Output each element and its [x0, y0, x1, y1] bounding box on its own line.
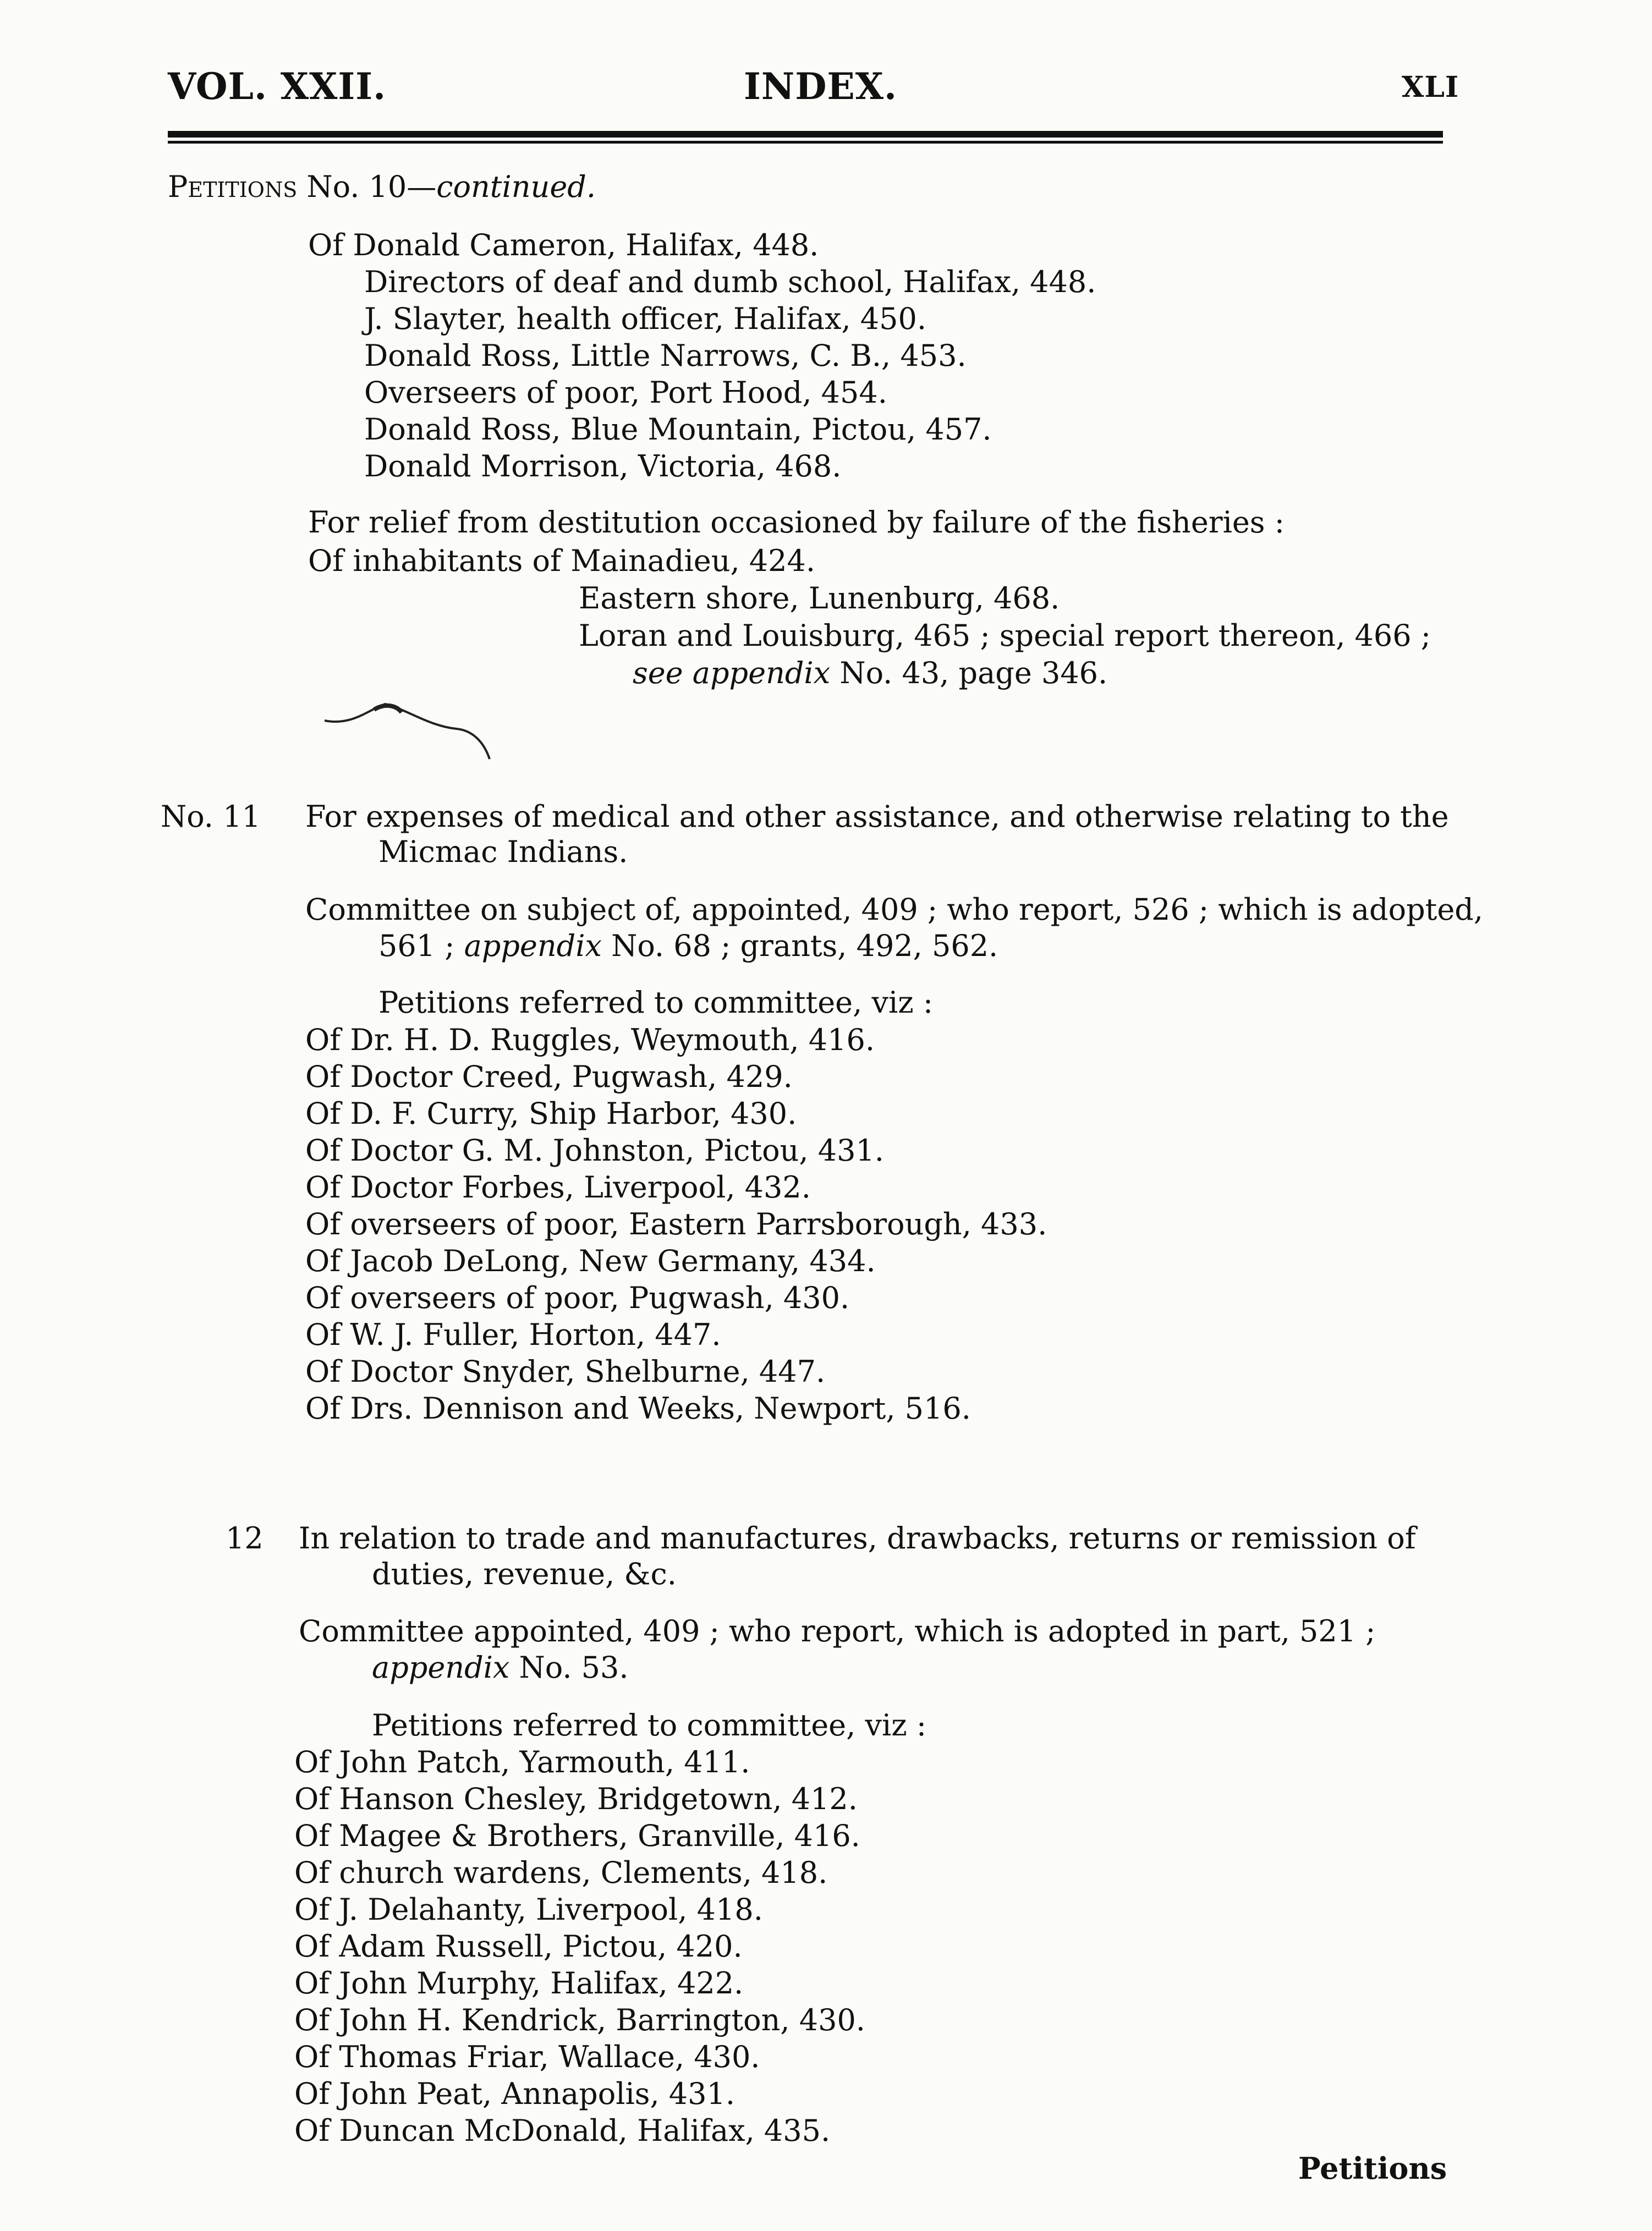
list-item: Of Donald Cameron, Halifax, 448.	[308, 228, 819, 262]
list-item: Of Adam Russell, Pictou, 420.	[294, 1929, 743, 1964]
list-item: J. Slayter, health officer, Halifax, 450.	[364, 301, 927, 336]
appendix-italic: appendix	[464, 928, 602, 963]
appendix-italic: appendix	[372, 1650, 510, 1685]
list-item: Of John Peat, Annapolis, 431.	[294, 2076, 736, 2111]
list-item: Of Drs. Dennison and Weeks, Newport, 516.	[305, 1391, 971, 1426]
section-heading	[168, 169, 596, 205]
committee-text: Committee appointed, 409 ; who report, which is adopted in part, 521 ;	[299, 1614, 1376, 1648]
list-item: Of Doctor Forbes, Liverpool, 432.	[305, 1170, 811, 1205]
list-item: Directors of deaf and dumb school, Halifax, 448.	[364, 265, 1096, 299]
list-item: Of W. J. Fuller, Horton, 447.	[305, 1317, 721, 1352]
list-item: Of Magee & Brothers, Granville, 416.	[294, 1818, 860, 1853]
list-item	[633, 656, 1107, 691]
referred-heading: Petitions referred to committee, viz :	[378, 985, 934, 1020]
list-item: Of Hanson Chesley, Bridgetown, 412.	[294, 1782, 858, 1816]
list-item: Of Jacob DeLong, New Germany, 434.	[305, 1244, 876, 1278]
list-item: Donald Ross, Little Narrows, C. B., 453.	[364, 338, 967, 373]
volume-label: VOL. XXII.	[168, 65, 387, 108]
header-rule-thick	[168, 131, 1443, 138]
committee-text-continued	[378, 928, 998, 964]
list-item: Of J. Delahanty, Liverpool, 418.	[294, 1892, 763, 1927]
committee-ref-start: 561 ;	[378, 928, 464, 963]
list-item: Of John H. Kendrick, Barrington, 430.	[294, 2003, 865, 2037]
see-appendix-text: see appendix	[633, 656, 831, 690]
section-heading-continued: continued.	[436, 169, 596, 204]
list-item: Of overseers of poor, Eastern Parrsborough, 433.	[305, 1207, 1047, 1241]
appendix-ref-text: No. 43, page 346.	[830, 656, 1108, 690]
list-item: Of John Murphy, Halifax, 422.	[294, 1966, 744, 2001]
committee-text: Committee on subject of, appointed, 409 ; who report, 526 ; which is adopted,	[305, 892, 1484, 927]
list-item: Overseers of poor, Port Hood, 454.	[364, 375, 887, 410]
page-title: INDEX.	[744, 65, 897, 108]
relief-heading: For relief from destitution occasioned by failure of the fisheries :	[308, 505, 1285, 540]
section-title-continued: duties, revenue, &c.	[372, 1557, 677, 1591]
list-item: Of Duncan McDonald, Halifax, 435.	[294, 2113, 831, 2148]
list-item: Of Doctor Creed, Pugwash, 429.	[305, 1059, 793, 1094]
ink-smudge-graphic	[319, 699, 495, 765]
list-item: Donald Ross, Blue Mountain, Pictou, 457.	[364, 412, 992, 447]
catchword: Petitions	[1298, 2151, 1447, 2186]
list-item: Of inhabitants of Mainadieu, 424.	[308, 543, 816, 578]
list-item: Of Doctor Snyder, Shelburne, 447.	[305, 1354, 826, 1389]
section-number: No. 11	[161, 799, 261, 834]
header-rule-thin	[168, 141, 1443, 144]
list-item: Donald Morrison, Victoria, 468.	[364, 449, 842, 483]
committee-ref-end: No. 53.	[509, 1650, 629, 1685]
section-heading-rest: No. 10—	[297, 169, 437, 204]
list-item: Of D. F. Curry, Ship Harbor, 430.	[305, 1096, 797, 1131]
referred-heading: Petitions referred to committee, viz :	[372, 1708, 927, 1743]
list-item: Of Doctor G. M. Johnston, Pictou, 431.	[305, 1133, 884, 1168]
committee-text-continued	[372, 1650, 629, 1685]
list-item: Eastern shore, Lunenburg, 468.	[579, 581, 1060, 616]
list-item: Loran and Louisburg, 465 ; special report thereon, 466 ;	[579, 618, 1431, 653]
section-number: 12	[226, 1521, 264, 1556]
section-title: For expenses of medical and other assistance, and otherwise relating to the	[305, 799, 1449, 834]
committee-ref-end: No. 68 ; grants, 492, 562.	[601, 928, 998, 963]
page-number: XLI	[1402, 70, 1459, 104]
section-heading-label: Petitions	[168, 169, 298, 204]
section-title: In relation to trade and manufactures, drawbacks, returns or remission of	[299, 1521, 1416, 1556]
list-item: Of church wardens, Clements, 418.	[294, 1855, 828, 1890]
list-item: Of John Patch, Yarmouth, 411.	[294, 1745, 750, 1779]
list-item: Of overseers of poor, Pugwash, 430.	[305, 1281, 850, 1315]
list-item: Of Dr. H. D. Ruggles, Weymouth, 416.	[305, 1023, 875, 1057]
list-item: Of Thomas Friar, Wallace, 430.	[294, 2040, 760, 2074]
section-title-continued: Micmac Indians.	[378, 834, 628, 869]
